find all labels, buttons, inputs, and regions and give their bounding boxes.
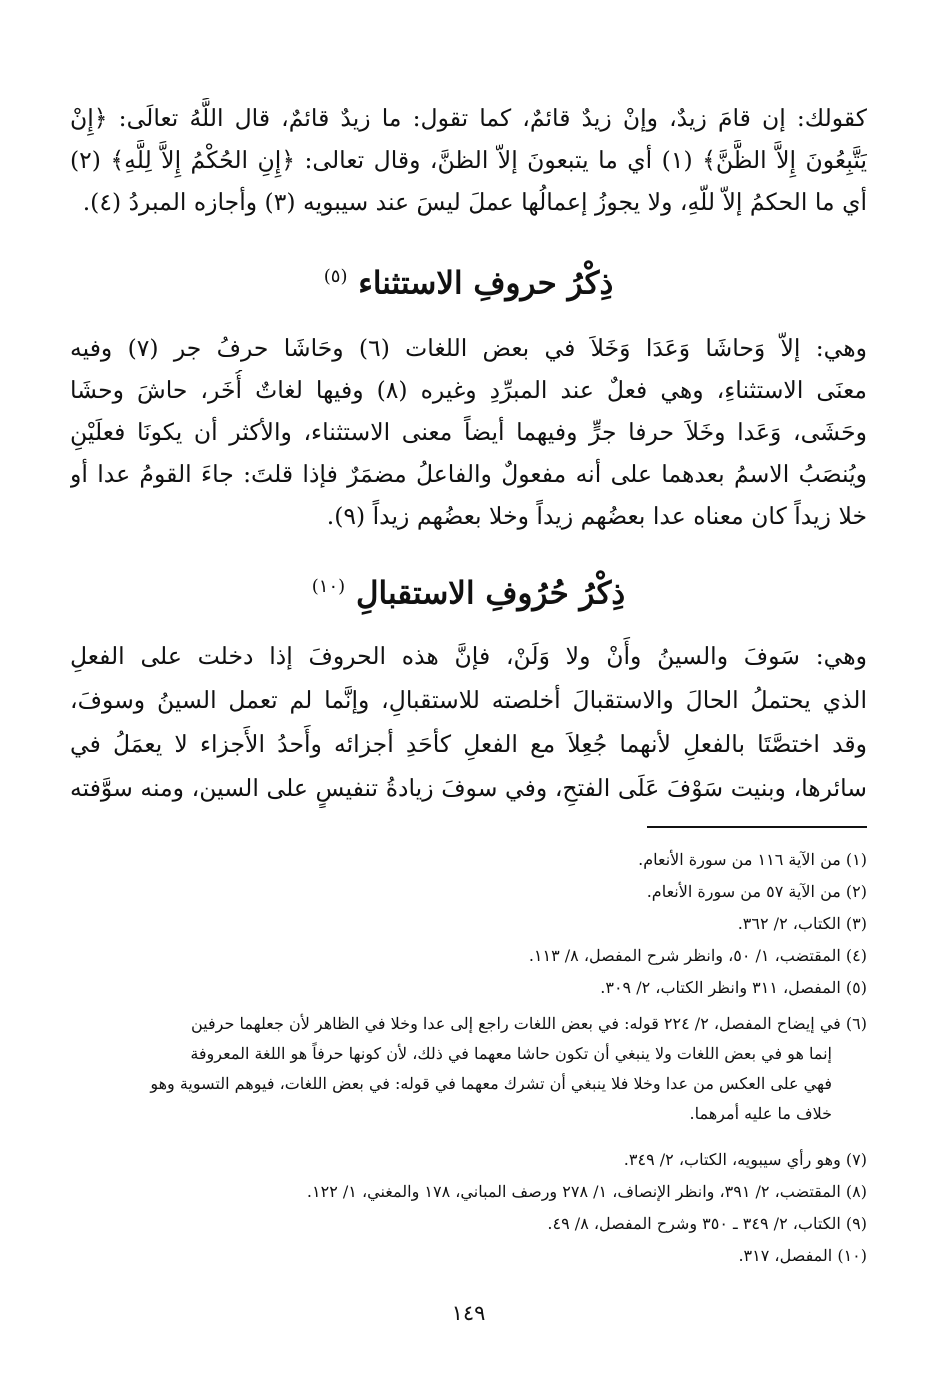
body-line: سائرها، وبنيت سَوْفَ عَلَى الفتحِ، وفي سوفَ زيادةُ تنفيسٍ على السين، ومنه سوَّفته (70, 774, 867, 802)
body-line: يَتَّبِعُونَ إِلاَّ الظَّنَّ﴾ (١) أي ما يتبعونَ إلاّ الظنَّ، وقال تعالى: ﴿إِنِ الحُكْمُ إِلاَّ لِلَّهِ﴾ (٢) (70, 146, 867, 174)
footnote: (٢) من الآية ٥٧ من سورة الأنعام. (646, 882, 867, 901)
body-line: خلا زيداً كان معناه عدا بعضُهم زيداً وخلا بعضُهم زيداً (٩). (326, 502, 867, 530)
page-number: ١٤٩ (451, 1301, 486, 1325)
footnote: (٦) في إيضاح المفصل، ٢/ ٢٢٤ قوله: في بعض اللغات راجع إلى عدا وخلا في الظاهر لأن جعلهما حرفين (191, 1014, 867, 1033)
footnote-continuation: فهي على العكس من عدا وخلا فلا ينبغي أن تشرك معهما في قوله: في بعض اللغات، فيوهم التسوية وهو (150, 1074, 832, 1093)
heading-text: ذِكْرُ حروفِ الاستثناء (358, 265, 614, 302)
footnote-continuation: إنما هو في بعض اللغات ولا ينبغي أن تكون حاشا معهما في ذلك، لأن كونها حرفاً هو اللغة المعروفة (190, 1044, 832, 1063)
body-line: أي ما الحكمُ إلاّ للّهِ، ولا يجوزُ إعمالُها عملَ ليسَ عند سيبويه (٣) وأجازه المبردُ (٤). (82, 188, 867, 216)
body-line: ويُنصَبُ الاسمُ بعدهما على أنه مفعولٌ والفاعلُ مضمَرٌ فإذا قلتَ: جاءَ القومُ عدا أو (70, 460, 867, 488)
footnote: (٤) المقتضب، ١/ ٥٠، وانظر شرح المفصل، ٨/ ١١٣. (528, 946, 867, 965)
section-heading-future (0, 562, 937, 618)
footnote: (٧) وهو رأي سيبويه، الكتاب، ٢/ ٣٤٩. (623, 1150, 867, 1169)
body-line: كقولك: إن قامَ زيدٌ، وإنْ زيدٌ قائمٌ، كما تقول: ما زيدٌ قائمٌ، قال اللَّهُ تعالَى: ﴿إِنْ (70, 104, 867, 132)
footnote: (٩) الكتاب، ٢/ ٣٤٩ ـ ٣٥٠ وشرح المفصل، ٨/ ٤٩. (547, 1214, 867, 1233)
footnote-continuation: خلاف ما عليه أمرهما. (689, 1104, 832, 1123)
footnote-separator (647, 826, 867, 828)
footnote: (١٠) المفصل، ٣١٧. (738, 1246, 867, 1265)
footnote: (٣) الكتاب، ٢/ ٣٦٢. (737, 914, 867, 933)
footnote: (٨) المقتضب، ٢/ ٣٩١، وانظر الإنصاف، ١/ ٢٧٨ ورصف المباني، ١٧٨ والمغني، ١/ ١٢٢. (306, 1182, 867, 1201)
body-line: الذي يحتملُ الحالَ والاستقبالَ أخلصته للاستقبالِ، وإنَّما لم تعمل السينُ وسوفَ، (70, 686, 867, 714)
section-heading-exception (0, 252, 937, 308)
footnote: (٥) المفصل، ٣١١ وانظر الكتاب، ٢/ ٣٠٩. (600, 978, 867, 997)
body-line: وحَشَى، وَعَدا وخَلاَ حرفا جرٍّ وفيهما أيضاً معنى الاستثناء، والأكثر أن يكونَا فعلَيْنِ (70, 418, 867, 446)
body-line: وهي: إلاّ وَحاشَا وَعَدَا وَخَلاَ في بعض اللغات (٦) وحَاشَا حرفُ جر (٧) وفيه (70, 334, 867, 362)
heading-text: ذِكْرُ حُرُوفِ الاستقبالِ (355, 575, 626, 612)
footnote-marker: (١٠) (311, 576, 346, 597)
body-line: معنَى الاستثناءِ، وهي فعلٌ عند المبرِّدِ وغيره (٨) وفيها لغاتٌ أُخَر، حاشَ وحشَا (70, 376, 867, 404)
footnote: (١) من الآية ١١٦ من سورة الأنعام. (638, 850, 867, 869)
body-line: وقد اختصَّتَا بالفعلِ لأنهما جُعِلاَ مع الفعلِ كأحَدِ أجزائه وأَحدُ الأَجزاء لا يعمَلُ في (70, 730, 867, 758)
body-line: وهي: سَوفَ والسينُ وأَنْ ولا وَلَنْ، فإنَّ هذه الحروفَ إذا دخلت على الفعلِ (70, 642, 867, 670)
footnote-marker: (٥) (323, 266, 348, 287)
